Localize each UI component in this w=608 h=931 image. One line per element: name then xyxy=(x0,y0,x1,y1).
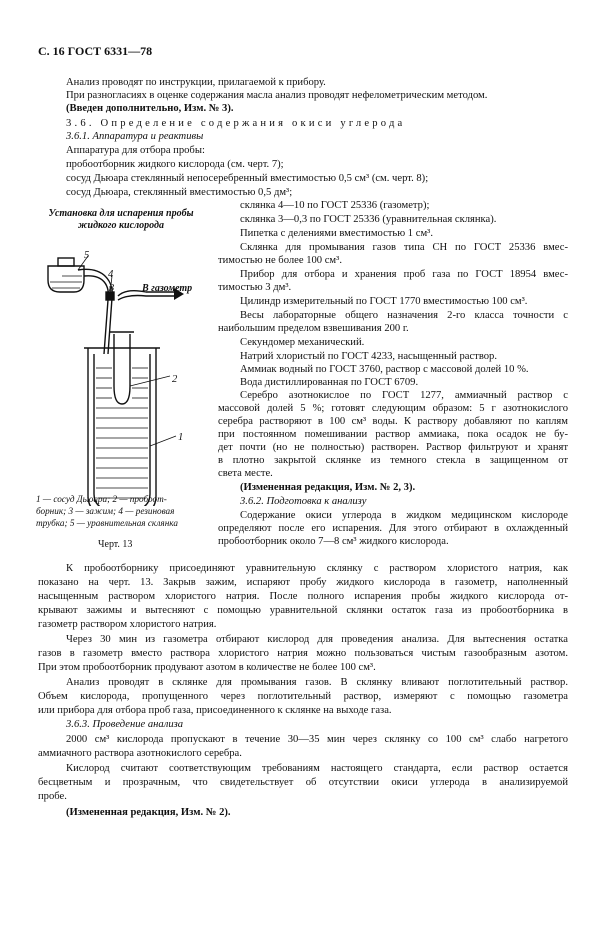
prep-line: определяют после его испарения. Для этого отбирают в охлажденный xyxy=(218,523,568,534)
figure-title-line: Установка для испарения пробы xyxy=(48,208,194,219)
body-line: Анализ проводят в склянке для промывания газов. В склянку вливают поглотительный раствор. xyxy=(66,677,568,688)
procedure-line: 2000 см³ кислорода пропускают в течение 30—35 мин через склянку со 100 см³ слабо нагретого xyxy=(66,734,568,745)
sampler-tube xyxy=(114,334,130,404)
body-line: показано на черт. 13. Закрыв зажим, испаряют пробу жидкого кислорода в газометр, наполненный xyxy=(38,577,568,588)
arrow-label: В газометр xyxy=(142,283,193,294)
right-line: тимостью 3 дм³. xyxy=(218,282,292,293)
procedure-line: аммиачного раствора азотнокислого серебра. xyxy=(38,748,242,759)
right-line: света месте. xyxy=(218,468,273,479)
subsection-heading: 3.6.1. Аппаратура и реактивы xyxy=(66,131,204,142)
figure-caption-line: борник; 3 — зажим; 4 — резиновая xyxy=(36,506,175,516)
intro-line: При разногласиях в оценке содержания масла анализ проводят нефелометрическим методом. xyxy=(66,90,488,101)
figure-caption-line: трубка; 5 — уравнительная склянка xyxy=(36,518,178,528)
procedure-line: Кислород считают соответствующим требованиям настоящего стандарта, если раствор остается xyxy=(66,763,568,774)
right-line: Пипетка с делениями вместимостью 1 см³. xyxy=(240,228,433,239)
figure-number-1: 1 xyxy=(178,432,184,443)
page-header: С. 16 ГОСТ 6331—78 xyxy=(38,44,153,58)
right-line: Серебро азотнокислое по ГОСТ 1277, аммиачный раствор с xyxy=(240,390,568,401)
right-line: Вода дистиллированная по ГОСТ 6709. xyxy=(240,377,419,388)
subsection-heading: 3.6.2. Подготовка к анализу xyxy=(240,496,367,507)
prep-line: Содержание окиси углерода в жидком медицинском кислороде xyxy=(240,510,568,521)
right-line: тимостью не более 100 см³. xyxy=(218,255,342,266)
body-line: При этом пробоотборник продувают азотом в количестве не более 100 см³. xyxy=(38,662,376,673)
sampling-line: сосуд Дьюара стеклянный непосеребренный вместимостью 0,5 см³ (см. черт. 8); xyxy=(66,173,429,184)
figure-drawing xyxy=(26,236,226,506)
body-line: Через 30 мин из газометра отбирают кислород для проведения анализа. Для вытеснения остатка xyxy=(66,634,568,645)
figure-caption-line: 1 — сосуд Дьюара; 2 — пробоот- xyxy=(36,494,167,504)
right-line: дет почти (но не полностью) растворен. Раствор фильтруют и хранят xyxy=(218,442,568,453)
right-line: Секундомер механический. xyxy=(240,337,365,348)
right-line: Склянка для промывания газов типа СН по ГОСТ 25336 вмес- xyxy=(240,242,568,253)
right-line: склянка 4—10 по ГОСТ 25336 (газометр); xyxy=(240,200,430,211)
intro-line: Анализ проводят по инструкции, прилагаемой к прибору. xyxy=(66,77,326,88)
subsection-heading: 3.6.3. Проведение анализа xyxy=(66,719,184,730)
right-line: массовой долей 5 %; готовят следующим образом: 5 г азотнокислого xyxy=(218,403,568,414)
figure-number-3: 3 xyxy=(109,283,115,294)
body-line: К пробоотборнику присоединяют уравнительную склянку с раствором хлористого натрия, как xyxy=(66,563,568,574)
right-line: в плотно закрытой склянке из темного стекла в защищенном от xyxy=(218,455,568,466)
body-line: газов в газометр вместо раствора хлористого натрия можно пользоваться чистым газообразным азотом. xyxy=(38,648,568,659)
procedure-line: пробе. xyxy=(38,791,67,802)
intro-note: (Введен дополнительно, Изм. № 3). xyxy=(66,103,234,114)
final-note: (Измененная редакция, Изм. № 2). xyxy=(66,807,231,818)
right-line: Цилиндр измерительный по ГОСТ 1770 вместимостью 100 см³. xyxy=(240,296,528,307)
right-note: (Измененная редакция, Изм. № 2, 3). xyxy=(240,482,416,493)
figure-number-2: 2 xyxy=(172,374,178,385)
figure-number-5: 5 xyxy=(84,250,90,261)
figure-title xyxy=(38,208,204,232)
procedure-line: бесцветным и прозрачным, что свидетельствует об отсутствии окиси углерода в анализируемой xyxy=(38,777,568,788)
right-line: склянка 3—0,3 по ГОСТ 25336 (уравнительная склянка). xyxy=(240,214,497,225)
right-line: Весы лабораторные общего назначения 2-го класса точности с xyxy=(240,310,568,321)
body-line: или прибора для отбора проб газа, присоединенного к склянке на выходе газа. xyxy=(38,705,392,716)
body-line: Объем кислорода, пропущенного через поглотительный раствор, измеряют с помощью газометра xyxy=(38,691,568,702)
body-line: крывают зажимы и вытесняют с помощью уравнительной склянки остаток газа из пробоотборника в xyxy=(38,605,568,616)
right-line: Натрий хлористый по ГОСТ 4233, насыщенный раствор. xyxy=(240,351,497,362)
figure-title-line: жидкого кислорода xyxy=(78,220,164,231)
sampling-line: Аппаратура для отбора пробы: xyxy=(66,145,205,156)
prep-line: пробоотборник около 7—8 см³ жидкого кислорода. xyxy=(218,536,449,547)
body-line: насыщенным раствором хлористого натрия. После полного испарения пробы жидкого кислорода от- xyxy=(38,591,568,602)
figure-number-4: 4 xyxy=(108,269,114,280)
body-line: газометр раствором хлористого натрия. xyxy=(38,619,217,630)
right-line: наибольшим пределом взвешивания 200 г. xyxy=(218,323,409,334)
right-line: Прибор для отбора и хранения проб газа по ГОСТ 18954 вмес- xyxy=(240,269,568,280)
figure-label: Черт. 13 xyxy=(98,539,133,550)
dewar-vessel xyxy=(88,348,156,506)
right-line: при постоянном помешивании раствор аммиака, пока осадок не бу- xyxy=(218,429,568,440)
sampling-line: сосуд Дьюара, стеклянный вместимостью 0,5 дм³; xyxy=(66,187,293,198)
right-line: Аммиак водный по ГОСТ 3760, раствор с массовой долей 10 %. xyxy=(240,364,529,375)
right-line: серебра растворяют в 100 см³ воды. К раствору добавляют по каплям xyxy=(218,416,568,427)
section-heading: 3.6. Определение содержания окиси углерода xyxy=(66,118,406,129)
sampling-line: пробоотборник жидкого кислорода (см. черт. 7); xyxy=(66,159,284,170)
